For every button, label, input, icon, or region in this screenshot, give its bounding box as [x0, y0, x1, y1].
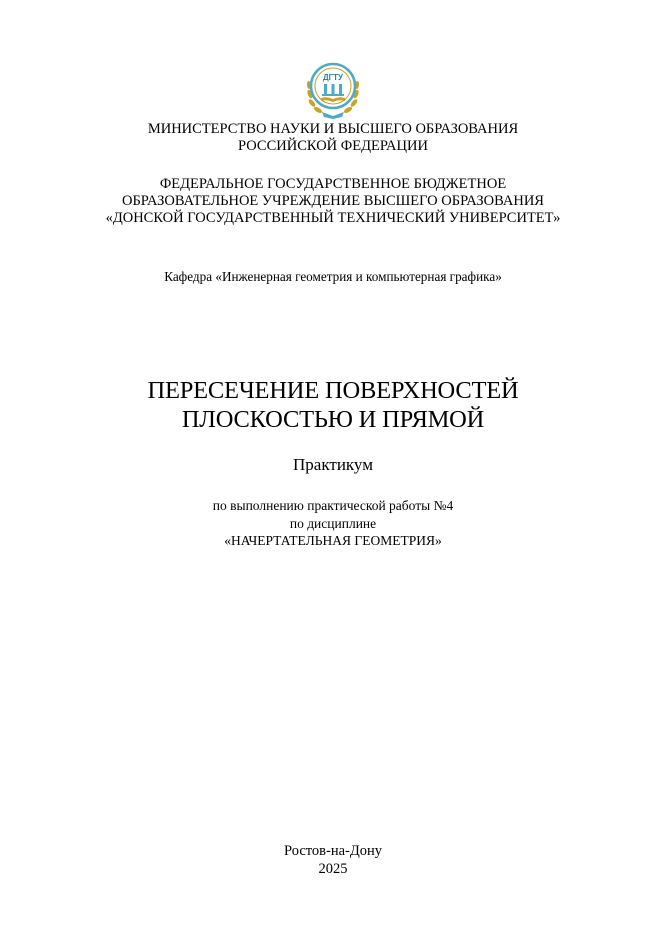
title-line-1: ПЕРЕСЕЧЕНИЕ ПОВЕРХНОСТЕЙ — [147, 377, 519, 404]
purpose-line-3: «НАЧЕРТАТЕЛЬНАЯ ГЕОМЕТРИЯ» — [224, 533, 442, 548]
publication-city: Ростов-на-Дону — [284, 843, 382, 859]
emblem-abbreviation: ДГТУ — [322, 73, 344, 82]
purpose-line-2: по дисциплине — [289, 515, 377, 531]
department-name — [0, 268, 666, 285]
document-title — [0, 376, 666, 434]
department-label: Кафедра «Инженерная геометрия и компьютерная графика» — [164, 269, 502, 284]
publication-info — [0, 842, 666, 878]
university-emblem-graphic — [304, 56, 362, 120]
document-type-label: Практикум — [293, 455, 373, 474]
institution-line-3: «ДОНСКОЙ ГОСУДАРСТВЕННЫЙ ТЕХНИЧЕСКИЙ УНИВЕРСИТЕТ» — [105, 210, 561, 226]
purpose-line-1: по выполнению практической работы №4 — [212, 498, 454, 513]
document-purpose — [0, 497, 666, 550]
title-line-2: ПЛОСКОСТЬЮ И ПРЯМОЙ — [181, 406, 485, 433]
university-emblem-icon — [304, 56, 362, 120]
institution-line-2: ОБРАЗОВАТЕЛЬНОЕ УЧРЕЖДЕНИЕ ВЫСШЕГО ОБРАЗОВАНИЯ — [122, 193, 544, 209]
institution-line-1: ФЕДЕРАЛЬНОЕ ГОСУДАРСТВЕННОЕ БЮДЖЕТНОЕ — [159, 176, 507, 192]
institution-heading — [0, 176, 666, 227]
publication-year: 2025 — [318, 861, 348, 877]
document-type — [0, 455, 666, 475]
ministry-heading — [0, 121, 666, 155]
ministry-line-1: МИНИСТЕРСТВО НАУКИ И ВЫСШЕГО ОБРАЗОВАНИЯ — [147, 121, 519, 137]
ministry-line-2: РОССИЙСКОЙ ФЕДЕРАЦИИ — [238, 138, 428, 154]
